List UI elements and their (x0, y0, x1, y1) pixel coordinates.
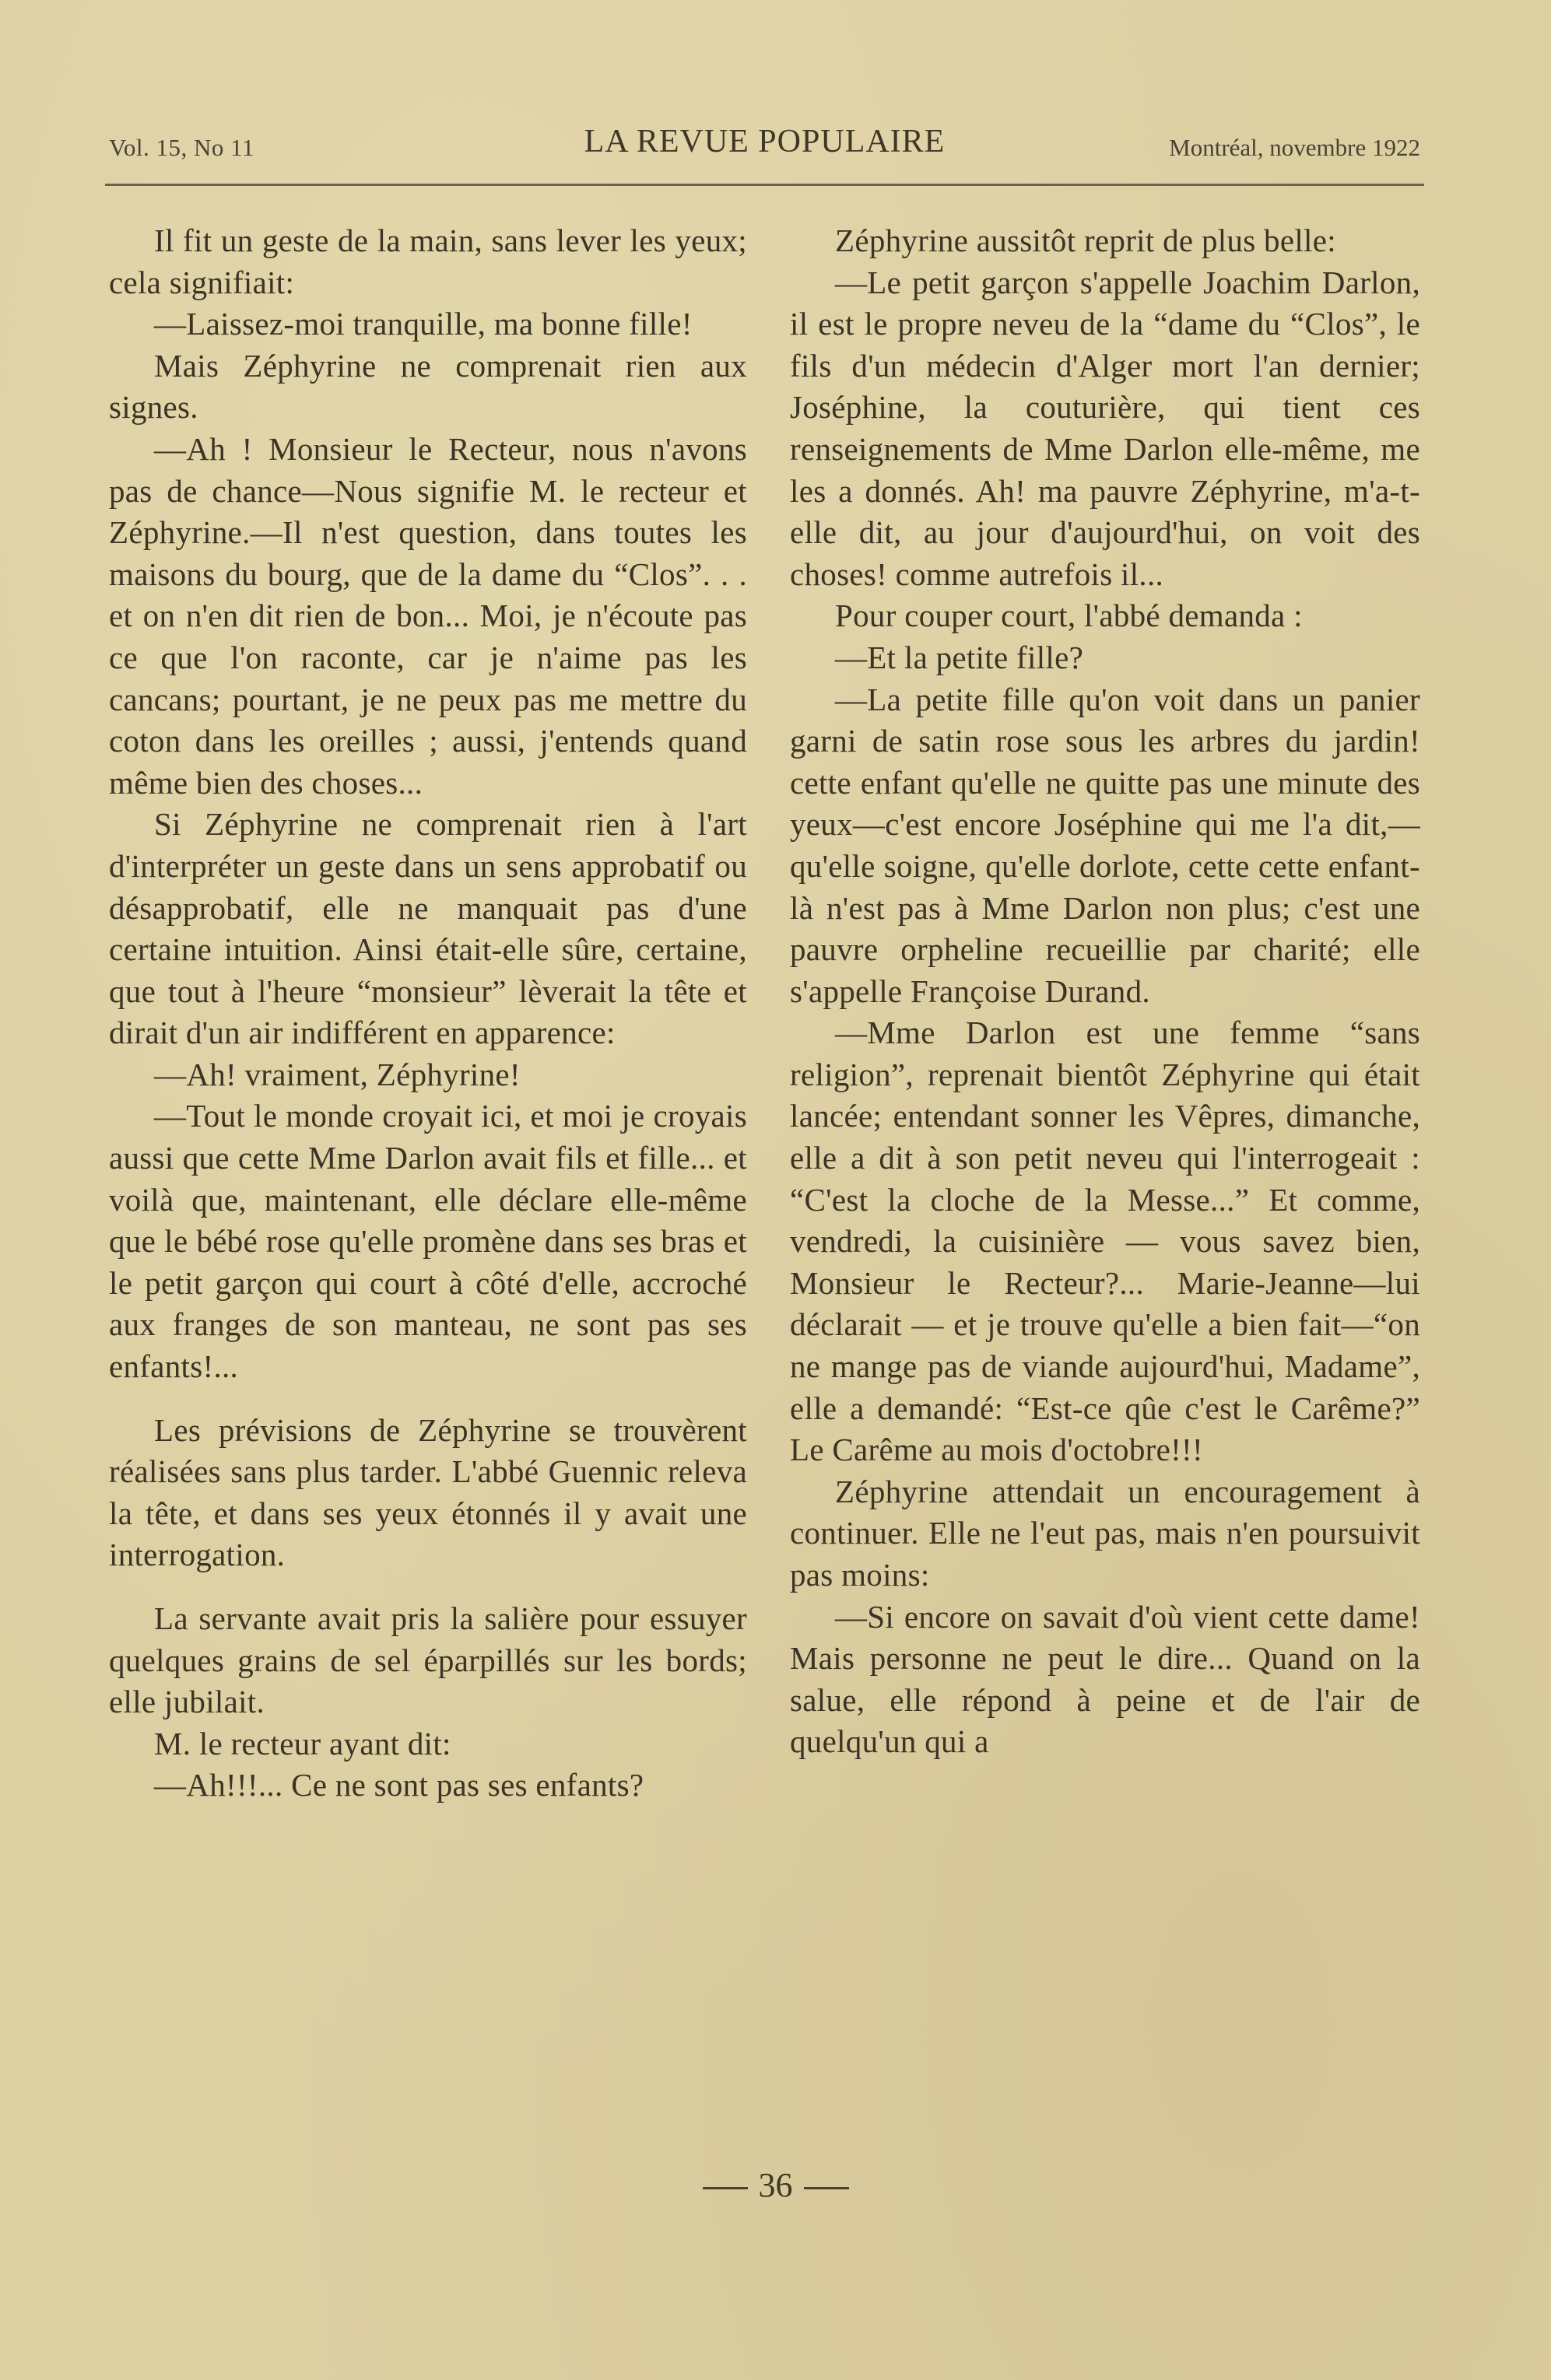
publication-title: LA REVUE POPULAIRE (584, 124, 946, 159)
paragraph: Les prévisions de Zéphyrine se trouvèrent réalisées sans plus tarder. L'abbé Guennic releva la tête, et dans ses yeux étonnés il y avait une interrogation. (109, 1411, 747, 1573)
paragraph: M. le recteur ayant dit: (154, 1725, 451, 1761)
paragraph: —Mme Darlon est une femme “sans religion”, reprenait bientôt Zéphyrine qui était lancée; entendant sonner les Vêpres, dimanche, elle a dit à son petit neveu qui l'interrogeait : “C'est la cloche de la Messe...” Et comme, vendredi, la cuisinière — vous savez bien, Monsieur le Recteur?... Marie-Jeanne—lui déclarait — et je trouve qu'elle a bien fait—“on ne mange pas de viande aujourd'hui, Madame”, elle a demandé: “Est-ce qûe c'est le Carême?” Le Carême au mois d'octobre!!! (790, 1015, 1420, 1468)
paragraph: Il fit un geste de la main, sans lever les yeux; cela signifiait: (109, 223, 747, 300)
paragraph: Si Zéphyrine ne comprenait rien à l'art d'interpréter un geste dans un sens approbatif ou désapprobatif, elle ne manquait pas d'une certaine intuition. Ainsi était-elle sûre, certaine, que tout à l'heure “monsieur” lèverait la tête et dirait d'un air indifférent en apparence: (109, 806, 747, 1051)
paragraph: —Tout le monde croyait ici, et moi je croyais aussi que cette Mme Darlon avait fils et fille... et voilà que, maintenant, elle déclare elle-même que le bébé rose qu'elle promène dans ses bras et le petit garçon qui court à côté d'elle, accroché aux franges de son manteau, ne sont pas ses enfants!... (109, 1098, 747, 1385)
right-column (790, 220, 1420, 1763)
paragraph: Zéphyrine attendait un encouragement à continuer. Elle ne l'eut pas, mais n'en poursuivit pas moins: (790, 1473, 1420, 1593)
paragraph: Mais Zéphyrine ne comprenait rien aux signes. (109, 347, 747, 426)
issue-place-date: Montréal, novembre 1922 (1169, 134, 1420, 161)
footer-dash-left (703, 2187, 748, 2189)
paragraph: —Ah! vraiment, Zéphyrine! (154, 1056, 521, 1092)
paragraph: —Ah!!!... Ce ne sont pas ses enfants? (154, 1767, 644, 1803)
header-rule (105, 184, 1424, 186)
paragraph: La servante avait pris la salière pour essuyer quelques grains de sel éparpillés sur les bords; elle jubilait. (109, 1600, 747, 1720)
paragraph: Zéphyrine aussitôt reprit de plus belle: (835, 223, 1336, 258)
footer-dash-right (804, 2187, 849, 2189)
paragraph: —Ah ! Monsieur le Recteur, nous n'avons pas de chance—Nous signifie M. le recteur et Zéphyrine.—Il n'est question, dans toutes les maisons du bourg, que de la dame du “Clos”. . . et on n'en dit rien de bon... Moi, je n'écoute pas ce que l'on raconte, car je n'aime pas les cancans; pourtant, je ne peux pas me mettre du coton dans les oreilles ; aussi, j'entends quand même bien des choses... (109, 430, 747, 801)
paragraph: —Si encore on savait d'où vient cette dame! Mais personne ne peut le dire... Quand on la salue, elle répond à peine et de l'air de quelqu'un qui a (790, 1598, 1420, 1760)
page-footer (0, 2165, 1551, 2205)
page-header (109, 123, 1420, 170)
volume-number: Vol. 15, No 11 (109, 134, 254, 161)
page-number: 36 (758, 2166, 793, 2204)
paragraph: —Laissez-moi tranquille, ma bonne fille! (154, 306, 693, 342)
paragraph: Pour couper court, l'abbé demanda : (835, 598, 1303, 634)
paragraph: —Et la petite fille? (835, 639, 1084, 675)
paragraph: —Le petit garçon s'appelle Joachim Darlon, il est le propre neveu de la “dame du “Clos”, le fils d'un médecin d'Alger mort l'an dernier; Joséphine, la couturière, qui tient ces renseignements de Mme Darlon elle-même, me les a donnés. Ah! ma pauvre Zéphyrine, m'a-t-elle dit, au jour d'aujourd'hui, on voit des choses! comme autrefois il... (790, 264, 1420, 592)
paragraph: —La petite fille qu'on voit dans un panier garni de satin rose sous les arbres du jardin! cette enfant qu'elle ne quitte pas une minute des yeux—c'est encore Joséphine qui me l'a dit,—qu'elle soigne, qu'elle dorlote, cette cette enfant-là n'est pas à Mme Darlon non plus; c'est une pauvre orpheline recueillie par charité; elle s'appelle Françoise Durand. (790, 681, 1420, 1009)
left-column (109, 220, 747, 1807)
